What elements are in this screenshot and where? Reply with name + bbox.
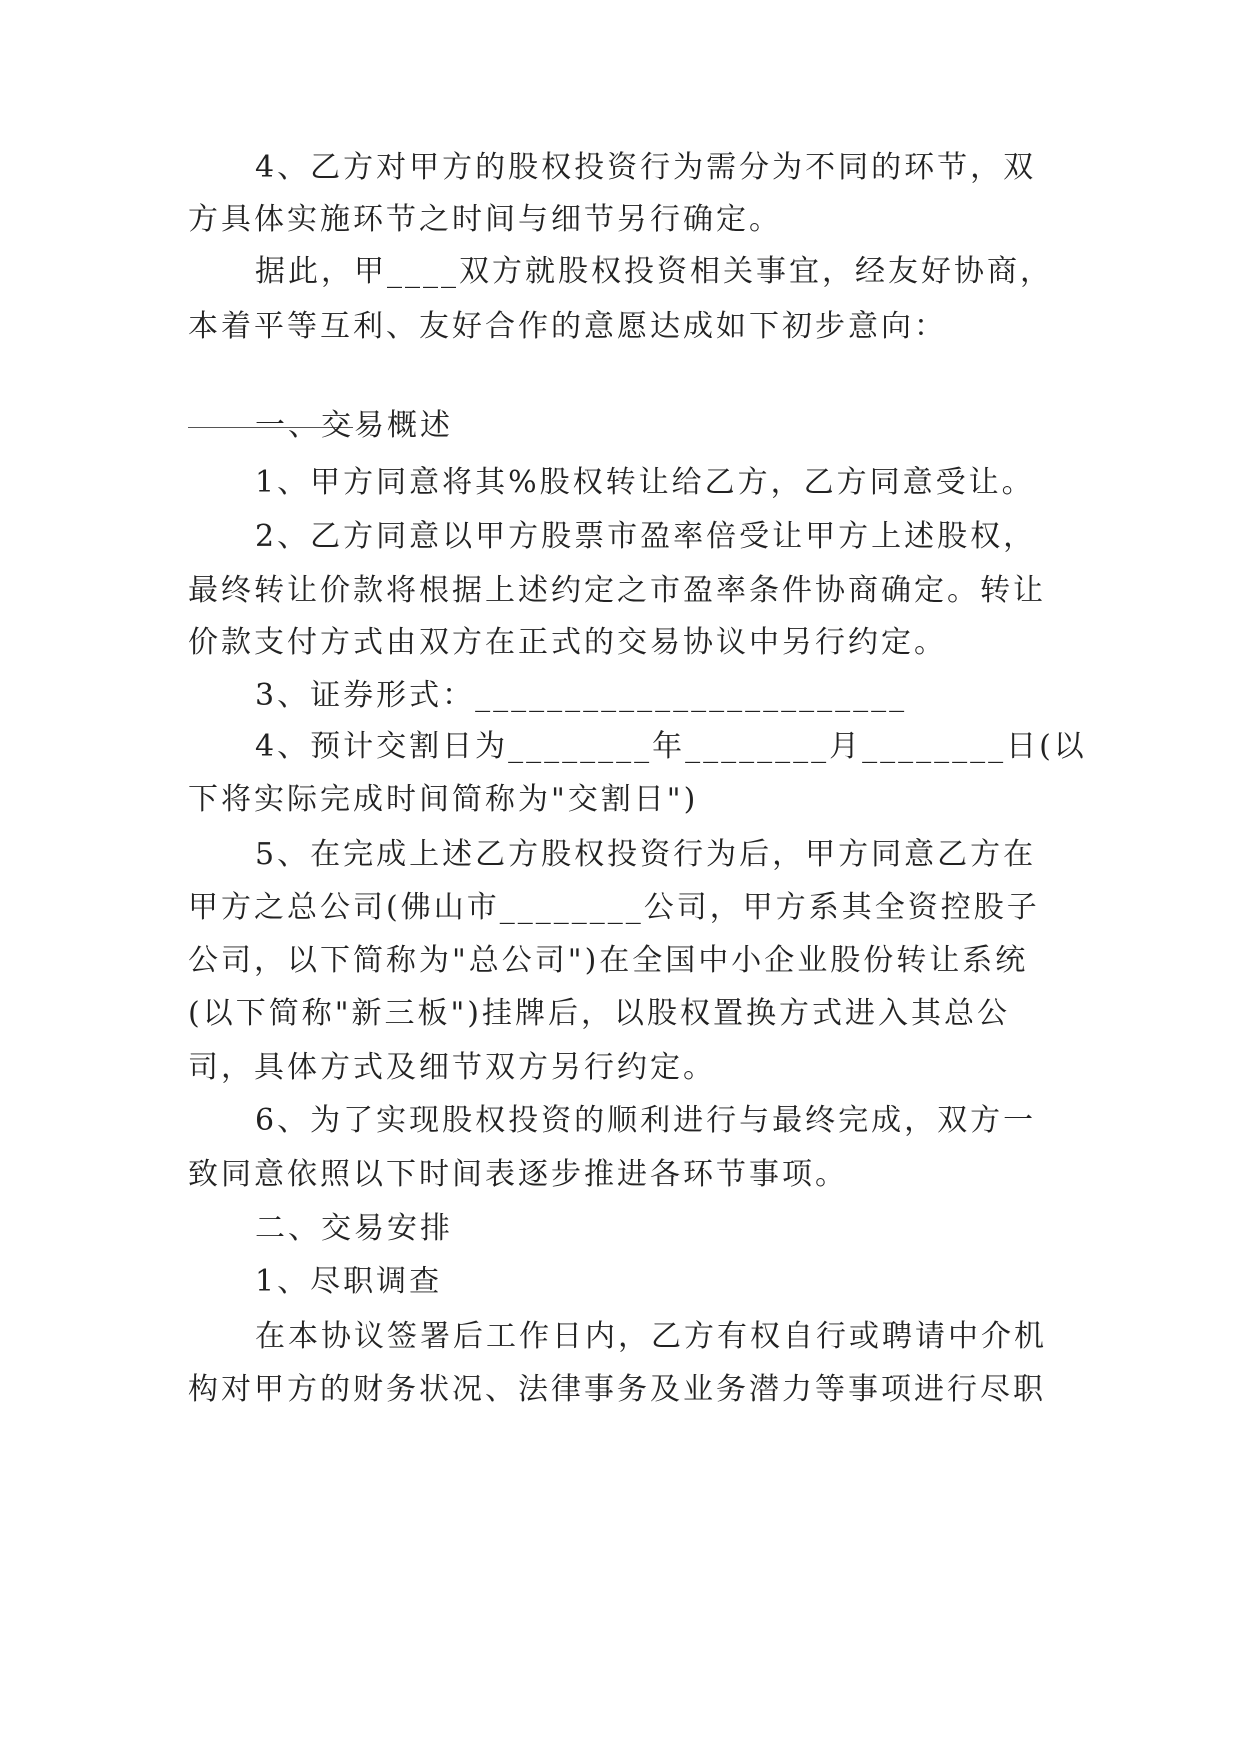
paragraph-line: 在本协议签署后工作日内，乙方有权自行或聘请中介机 — [255, 1319, 1047, 1354]
paragraph-line: 下将实际完成时间简称为"交割日") — [188, 782, 699, 817]
paragraph-line: 致同意依照以下时间表逐步推进各环节事项。 — [188, 1157, 848, 1192]
section-heading: 一、交易概述 — [255, 408, 453, 443]
list-item: 5、在完成上述乙方股权投资行为后，甲方同意乙方在 — [255, 837, 1037, 872]
paragraph-line: 价款支付方式由双方在正式的交易协议中另行约定。 — [188, 625, 947, 660]
paragraph-line: 方具体实施环节之时间与细节另行确定。 — [188, 202, 782, 237]
list-item: 6、为了实现股权投资的顺利进行与最终完成，双方一 — [255, 1103, 1037, 1138]
paragraph-line: 司，具体方式及细节双方另行约定。 — [188, 1050, 716, 1085]
paragraph-line: 公司，以下简称为"总公司")在全国中小企业股份转让系统 — [188, 943, 1029, 978]
paragraph-line: (以下简称"新三板")挂牌后，以股权置换方式进入其总公 — [188, 996, 1011, 1031]
paragraph-line: 构对甲方的财务状况、法律事务及业务潜力等事项进行尽职 — [188, 1372, 1046, 1407]
list-item: 1、尽职调查 — [255, 1264, 443, 1299]
list-item: 3、证券形式：________________________ — [255, 678, 908, 713]
list-item: 4、预计交割日为________年________月________日(以 — [255, 729, 1087, 764]
section-heading: 二、交易安排 — [255, 1211, 453, 1246]
paragraph-line: 本着平等互利、友好合作的意愿达成如下初步意向： — [188, 309, 947, 344]
paragraph-line: 最终转让价款将根据上述约定之市盈率条件协商确定。转让 — [188, 573, 1046, 608]
paragraph-line: 4、乙方对甲方的股权投资行为需分为不同的环节，双 — [255, 150, 1037, 185]
paragraph-line: 甲方之总公司(佛山市________公司，甲方系其全资控股子 — [188, 890, 1040, 925]
list-item: 2、乙方同意以甲方股票市盈率倍受让甲方上述股权， — [255, 519, 1037, 554]
list-item: 1、甲方同意将其%股权转让给乙方，乙方同意受让。 — [255, 465, 1035, 500]
paragraph-line: 据此，甲____双方就股权投资相关事宜，经友好协商， — [255, 254, 1053, 289]
